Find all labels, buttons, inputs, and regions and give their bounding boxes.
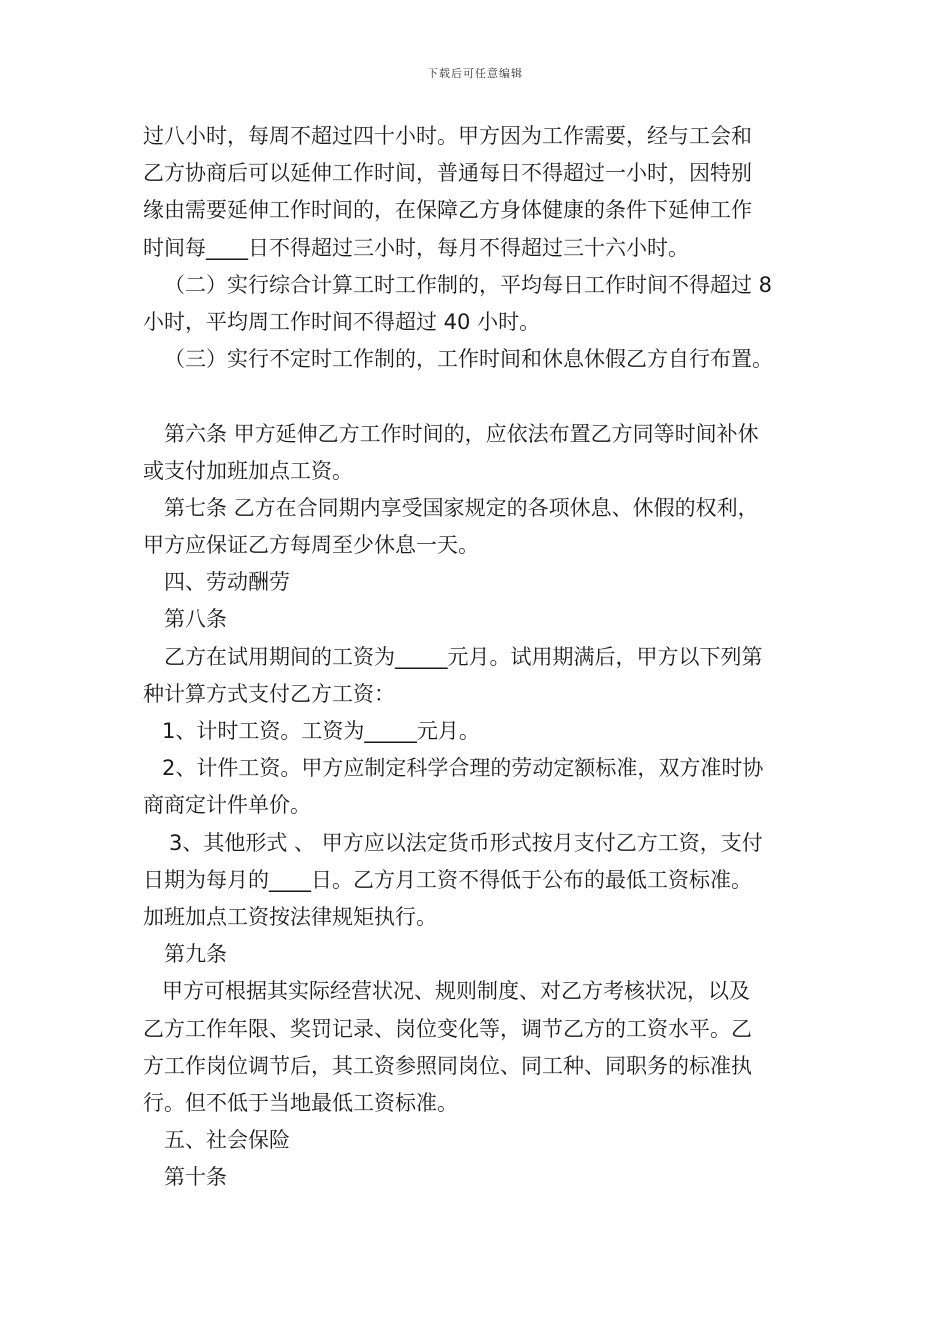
text-line: 方工作岗位调节后，其工资参照同岗位、同工种、同职务的标准执 (143, 1053, 752, 1078)
text-line: 小时，平均周工作时间不得超过 40 小时。 (143, 309, 541, 334)
text-line: 行。但不低于当地最低工资标准。 (143, 1090, 458, 1115)
section-heading: 五、社会保险 (164, 1128, 290, 1153)
document-body (143, 118, 823, 1196)
text-line: 1、计时工资。工资为_____元月。 (162, 719, 480, 743)
text-line: 或支付加班加点工资。 (143, 458, 353, 483)
text-line: 甲方应保证乙方每周至少休息一天。 (143, 533, 479, 558)
text-line: 3、其他形式 、 甲方应以法定货币形式按月支付乙方工资，支付 (169, 830, 763, 855)
text-line: （三）实行不定时工作制的，工作时间和休息休假乙方自行布置。 (164, 347, 773, 372)
article-heading: 第八条 (164, 607, 227, 632)
text-line: 第六条 甲方延伸乙方工作时间的，应依法布置乙方同等时间补休 (164, 421, 759, 446)
text-line: 缘由需要延伸工作时间的，在保障乙方身体健康的条件下延伸工作 (143, 198, 752, 223)
text-line: 乙方协商后可以延伸工作时间，普通每日不得超过一小时，因特别 (143, 161, 752, 186)
article-heading: 第十条 (164, 1165, 227, 1190)
text-line: 日期为每月的____日。乙方月工资不得低于公布的最低工资标准。 (143, 867, 752, 892)
text-line: 种计算方式支付乙方工资： (143, 681, 395, 706)
text-line: 2、计件工资。甲方应制定科学合理的劳动定额标准，双方准时协 (162, 756, 764, 781)
blank-spacer (143, 378, 823, 415)
text-line: 过八小时，每周不超过四十小时。甲方因为工作需要，经与工会和 (143, 124, 752, 148)
article-heading: 第九条 (164, 942, 227, 967)
section-heading: 四、劳动酬劳 (164, 570, 290, 595)
text-line: 乙方工作年限、奖罚记录、岗位变化等，调节乙方的工资水平。乙 (143, 1016, 752, 1041)
text-line: 第七条 乙方在合同期内享受国家规定的各项休息、休假的权利， (164, 495, 759, 520)
text-line: （二）实行综合计算工时工作制的，平均每日工作时间不得超过 8 (164, 272, 773, 297)
text-line: 甲方可根据其实际经营状况、规则制度、对乙方考核状况，以及 (162, 979, 750, 1004)
text-line: 乙方在试用期间的工资为_____元月。试用期满后，甲方以下列第 (164, 644, 763, 669)
header-note: 下载后可任意编辑 (427, 67, 523, 80)
text-line: 商商定计件单价。 (143, 793, 311, 818)
text-line: 加班加点工资按法律规矩执行。 (143, 904, 437, 929)
text-line: 时间每____日不得超过三小时，每月不得超过三十六小时。 (143, 235, 689, 260)
